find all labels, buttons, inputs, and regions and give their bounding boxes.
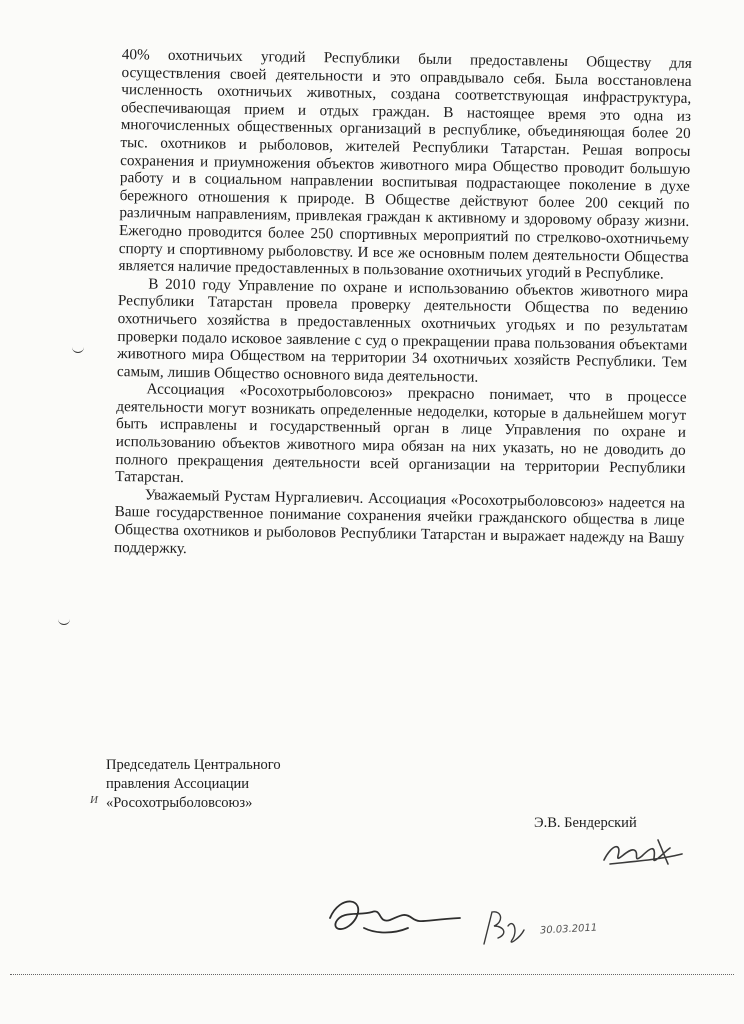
handwritten-signature-icon (320, 888, 470, 948)
handwritten-date: 30.03.2011 (539, 922, 598, 937)
paragraph: Уважаемый Рустам Нургалиевич. Ассоциация «Росохотрыболовсоюз» надеется на Ваше государственное понимание сохранения ячейки гражданского общества в лице Общества охотников и рыболовов Республики Татарстан и выражает надежду на Вашу поддержку. (113, 486, 686, 557)
margin-handwritten-mark: И (90, 794, 98, 806)
punch-hole-mark (58, 616, 70, 625)
page-edge-divider (10, 974, 734, 975)
signatory-title-line: правления Ассоциации (106, 776, 250, 792)
handwritten-initials-icon (478, 904, 528, 950)
signatory-title-line: Председатель Центрального (106, 757, 281, 773)
paragraph: 40% охотничьих угодий Республики были предоставлены Обществу для осуществления своей деятельности и это оправдывало себя. Была восстановлена численность охотничьих животных, создана соответствующая инфраструктура, обеспечивающая прием и отдых граждан. В настоящее время это одна из многочисленных общественных организаций в республике, объединяющая более 20 тыс. охотников и рыболовов, жителей Республики Татарстан. Решая вопросы сохранения и приумножения объектов животного мира Общество проводит большую работу и в социальном направлении воспитывая подрастающее поколение в духе бережного отношения к природе. В Обществе действуют более 200 секций по различным направлениям, привлекая граждан к активному и здоровому образу жизни. Ежегодно проводится более 250 спортивных мероприятий по стрелково-охотничьему спорту и спортивному рыболовству. И все же основным полем деятельности Общества является наличие предоставленных в пользование охотничьих угодий в Республике. (118, 46, 692, 283)
signatory-title (106, 756, 281, 813)
punch-hole-mark (72, 344, 84, 353)
signatory-title-line: «Росохотрыболовсоюз» (106, 795, 253, 811)
paragraph: Ассоциация «Росохотрыболовсоюз» прекрасно понимает, что в процессе деятельности могут возникать определенные недоделки, которые в дальнейшем могут быть исправлены и государственный орган в лице Управления по охране и использованию объектов животного мира обязан на них указать, но не доводить до полного прекращения деятельности всей организации на территории Республики Татарстан. (115, 380, 687, 487)
signer-name: Э.В. Бендерский (534, 815, 637, 831)
paragraph: В 2010 году Управление по охране и использованию объектов животного мира Республики Татарстан провела проверку деятельности Общества по ведению охотничьего хозяйства в предоставленных охотничьих угодьях и по результатам проверки подало исковое заявление с суд о прекращении права пользования объектами животного мира Обществом на территории 34 охотничьих хозяйств Республики. Тем самым, лишив Общество основного вида деятельности. (116, 275, 689, 386)
letter-body (114, 46, 692, 565)
handwritten-signature-icon (598, 834, 688, 874)
